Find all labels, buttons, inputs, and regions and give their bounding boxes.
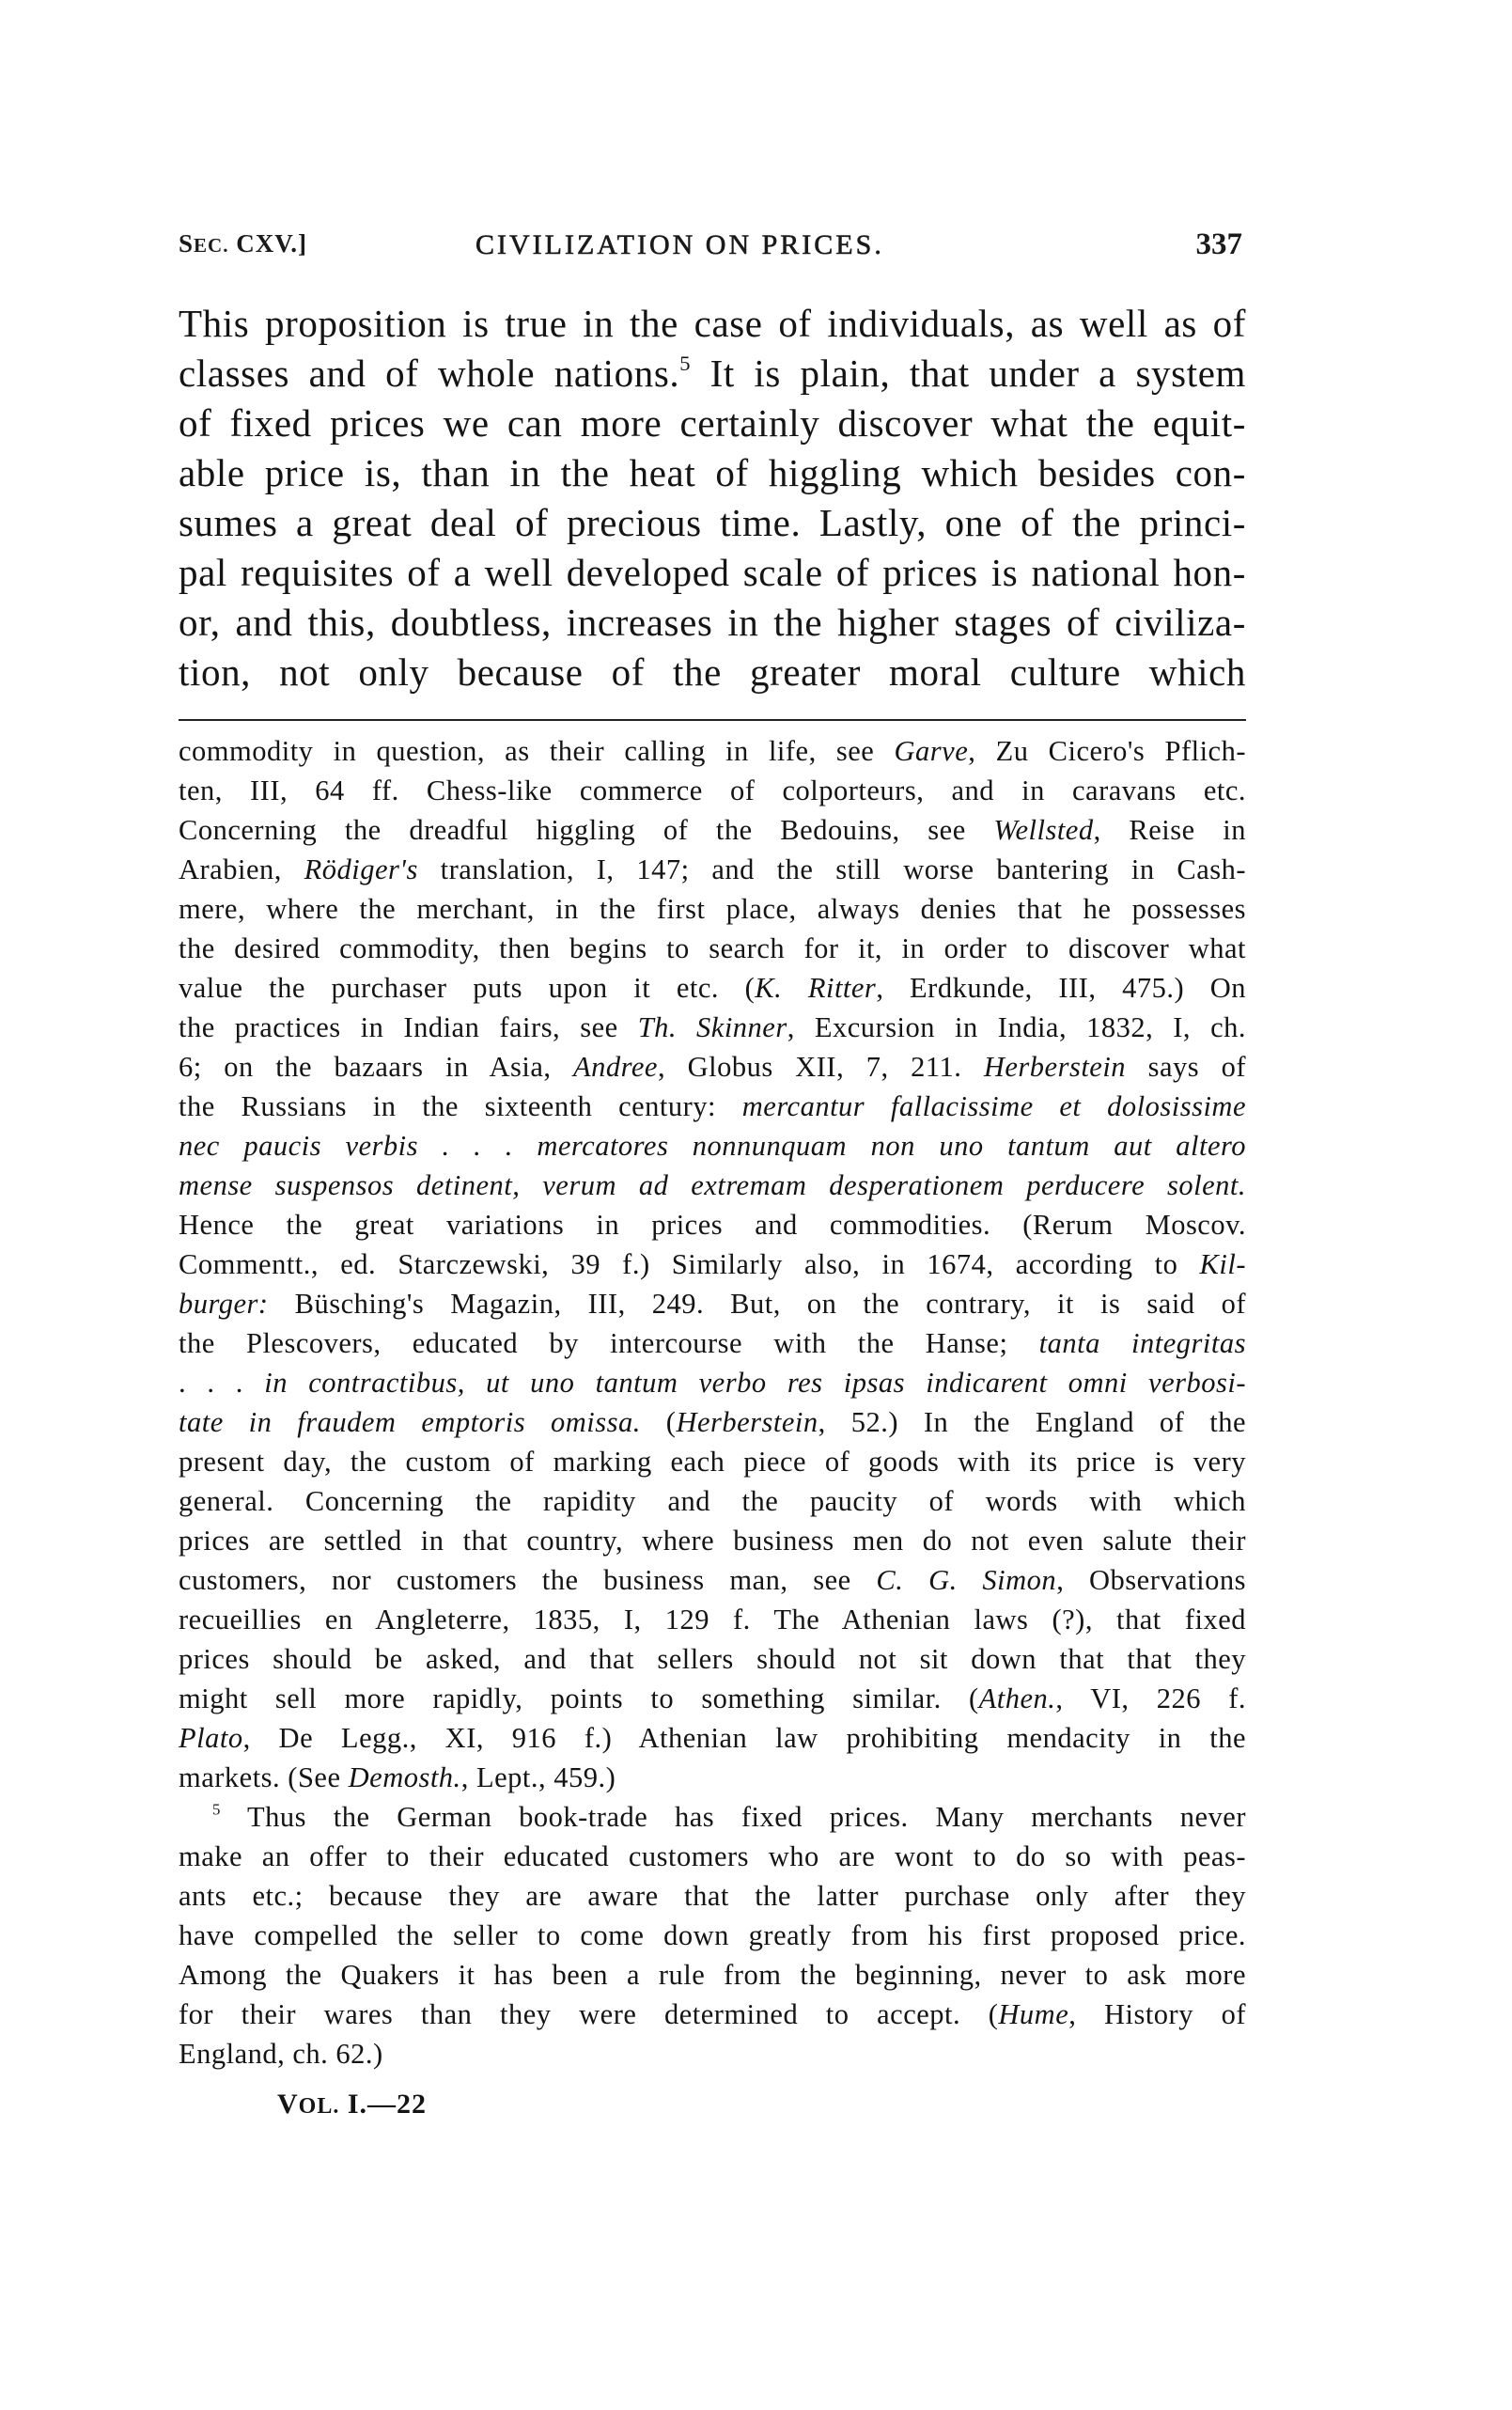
text-segment: for their wares than they were determined to accept. ( [179,1998,999,2030]
body-line [179,548,1246,598]
text-segment: , Globus XII, 7, 211. [657,1051,984,1083]
footnote-line [179,1481,1246,1521]
footnote-line [179,1679,1246,1718]
text-segment: the desired commodity, then begins to search for it, in order to discover what [179,932,1246,964]
text-segment: , Lept., 459.) [460,1761,616,1793]
footnote-line [179,2034,1246,2074]
text-segment: This proposition is true in the case of individuals, as well as of [179,302,1246,345]
footnote-line [179,1402,1246,1442]
text-segment: commodity in question, as their calling in life, see [179,735,895,767]
italic-text: tate in fraudem emptoris omissa. [179,1406,641,1438]
italic-text: Hume [998,1998,1069,2030]
footnote-line [179,889,1246,929]
text-segment: . . . [179,1367,265,1399]
text-segment: present day, the custom of marking each piece of goods with its price is very [179,1446,1246,1478]
signature-volume: I.—22 [339,2089,428,2120]
italic-text: tanta integritas [1038,1327,1246,1359]
text-segment: tion, not only because of the greater moral culture which [179,650,1246,694]
text-segment: customers, nor customers the business man, see [179,1564,877,1596]
text-segment: value the purchaser puts upon it etc. ( [179,972,756,1004]
italic-text: in contractibus, ut uno tantum verbo res ipsas indicarent omni verbosi- [264,1367,1247,1399]
chapter-title: CIVILIZATION ON PRICES. [475,229,884,260]
text-segment: ( [640,1406,677,1438]
text-segment: ants etc.; because they are aware that the latter purchase only after they [179,1880,1246,1912]
text-segment: says of [1126,1051,1247,1083]
footnote-line [179,1876,1246,1916]
text-segment: Hence the great variations in prices and commodities. (Rerum Moscov. [179,1209,1246,1241]
footnote-line [179,1560,1246,1600]
footnote-line [179,1126,1246,1166]
text-segment: sumes a great deal of precious time. Lastly, one of the princi- [179,501,1246,544]
footnote-line [179,731,1246,771]
text-segment: the practices in Indian fairs, see [179,1011,638,1043]
text-segment: the Russians in the sixteenth century: [179,1090,742,1122]
footnote-line [179,1087,1246,1126]
footnote-line [179,850,1246,889]
text-segment: prices are settled in that country, where business men do not even salute their [179,1525,1246,1557]
footnote-line [179,1363,1246,1402]
footnote-line [179,1718,1246,1758]
section-number: CXV.] [228,229,307,258]
italic-text: Wellsted [993,814,1094,846]
footnote-line [179,1797,1246,1837]
text-segment: pal requisites of a well developed scale of prices is national hon- [179,551,1246,594]
body-line [179,399,1246,448]
text-segment: mere, where the merchant, in the first place, always denies that he possesses [179,893,1246,925]
text-segment: 6; on the bazaars in Asia, [179,1051,574,1083]
footnote-reference: 5 [679,352,692,376]
section-prefix-smallcaps: EC. [194,234,229,257]
signature-prefix: V [277,2089,299,2120]
text-segment: , Zu Cicero's Pflich- [968,735,1246,767]
text-segment: , VI, 226 f. [1055,1682,1246,1714]
text-segment: Thus the German book-trade has fixed prices. Many merchants never [220,1801,1246,1833]
italic-text: nec paucis verbis . . . mercatores nonnunquam non uno tantum aut altero [179,1130,1246,1162]
text-segment: the Plescovers, educated by intercourse with the Hanse; [179,1327,1039,1359]
main-text [179,299,1246,697]
section-marker [179,229,307,258]
footnote-line [179,929,1246,968]
italic-text: C. G. Simon [876,1564,1057,1596]
italic-text: mense suspensos detinent, verum ad extremam desperationem perducere solent. [179,1169,1246,1201]
text-segment: , History of [1068,1998,1246,2030]
italic-text: Garve [894,735,969,767]
text-segment: Concerning the dreadful higgling of the Bedouins, see [179,814,994,846]
text-segment: of fixed prices we can more certainly discover what the equit- [179,401,1246,445]
body-line [179,498,1246,548]
footnote-line [179,1166,1246,1205]
footnote-line [179,1639,1246,1679]
text-segment: , Observations [1056,1564,1246,1596]
text-segment: It is plain, that under a system [691,352,1246,395]
footnote-line [179,1244,1246,1284]
text-segment: , Erdkunde, III, 475.) On [876,972,1246,1004]
body-line [179,648,1246,697]
text-segment: Arabien, [179,853,304,885]
footnote-line [179,1323,1246,1363]
section-prefix: S [179,229,195,258]
italic-text: K. Ritter [755,972,877,1004]
text-segment: classes and of whole nations. [179,352,680,395]
footnote-line [179,1442,1246,1481]
italic-text: Herberstein [676,1406,818,1438]
italic-text: Athen. [978,1682,1056,1714]
body-line [179,448,1246,498]
text-segment: make an offer to their educated customers who are wont to do so with peas- [179,1840,1246,1872]
footnotes [179,731,1246,2074]
text-segment: general. Concerning the rapidity and the paucity of words with which [179,1485,1246,1517]
footnote-line [179,1521,1246,1560]
footnote-line [179,1600,1246,1639]
text-segment: prices should be asked, and that sellers should not sit down that that they [179,1643,1246,1675]
footnote-line [179,1995,1246,2034]
footnote-line [179,1047,1246,1087]
text-segment: recueillies en Angleterre, 1835, I, 129 f. The Athenian laws (?), that fixed [179,1604,1246,1635]
signature-mark [277,2089,427,2120]
text-segment: , De Legg., XI, 916 f.) Athenian law prohibiting mendacity in the [242,1722,1246,1754]
text-segment: Commentt., ed. Starczewski, 39 f.) Similarly also, in 1674, according to [179,1248,1200,1280]
text-segment: , Excursion in India, 1832, I, ch. [787,1011,1246,1043]
text-segment: , Reise in [1093,814,1246,846]
text-segment: markets. (See [179,1761,349,1793]
italic-text: Rödiger's [304,853,418,885]
signature-prefix-smallcaps: OL. [298,2094,340,2119]
running-head [179,229,1246,267]
italic-text: Plato [179,1722,243,1754]
text-segment: translation, I, 147; and the still worse bantering in Cash- [417,853,1247,885]
italic-text: Th. Skinner [637,1011,787,1043]
text-segment: Among the Quakers it has been a rule from the beginning, never to ask more [179,1959,1246,1991]
body-line [179,299,1246,349]
italic-text: mercantur fallacissime et dolosissime [741,1090,1246,1122]
footnote-line [179,810,1246,850]
body-line [179,349,1246,399]
text-segment: Büsching's Magazin, III, 249. But, on the contrary, it is said of [268,1288,1246,1320]
text-segment: ten, III, 64 ff. Chess-like commerce of colporteurs, and in caravans etc. [179,775,1246,806]
text-segment: might sell more rapidly, points to something similar. ( [179,1682,979,1714]
italic-text: Kil- [1199,1248,1246,1280]
page-number: 337 [1195,227,1242,261]
footnote-line [179,1284,1246,1323]
footnote-line [179,1008,1246,1047]
footnote-line [179,1758,1246,1797]
footnote-line [179,1205,1246,1244]
text-segment: have compelled the seller to come down greatly from his first proposed price. [179,1919,1246,1951]
footnote-line [179,771,1246,810]
footnote-divider [179,719,1246,721]
text-segment: , 52.) In the England of the [818,1406,1246,1438]
footnote-reference: 5 [212,1800,221,1819]
italic-text: burger: [179,1288,269,1320]
text-segment: England, ch. 62.) [179,2038,383,2070]
footnote-line [179,1837,1246,1876]
footnote-line [179,968,1246,1008]
text-segment: or, and this, doubtless, increases in the higher stages of civiliza- [179,601,1246,644]
footnote-line [179,1955,1246,1995]
italic-text: Andree [573,1051,658,1083]
footnote-line [179,1916,1246,1955]
italic-text: Herberstein [983,1051,1127,1083]
body-line [179,598,1246,648]
text-segment: able price is, than in the heat of higgling which besides con- [179,451,1246,494]
italic-text: Demosth. [348,1761,461,1793]
